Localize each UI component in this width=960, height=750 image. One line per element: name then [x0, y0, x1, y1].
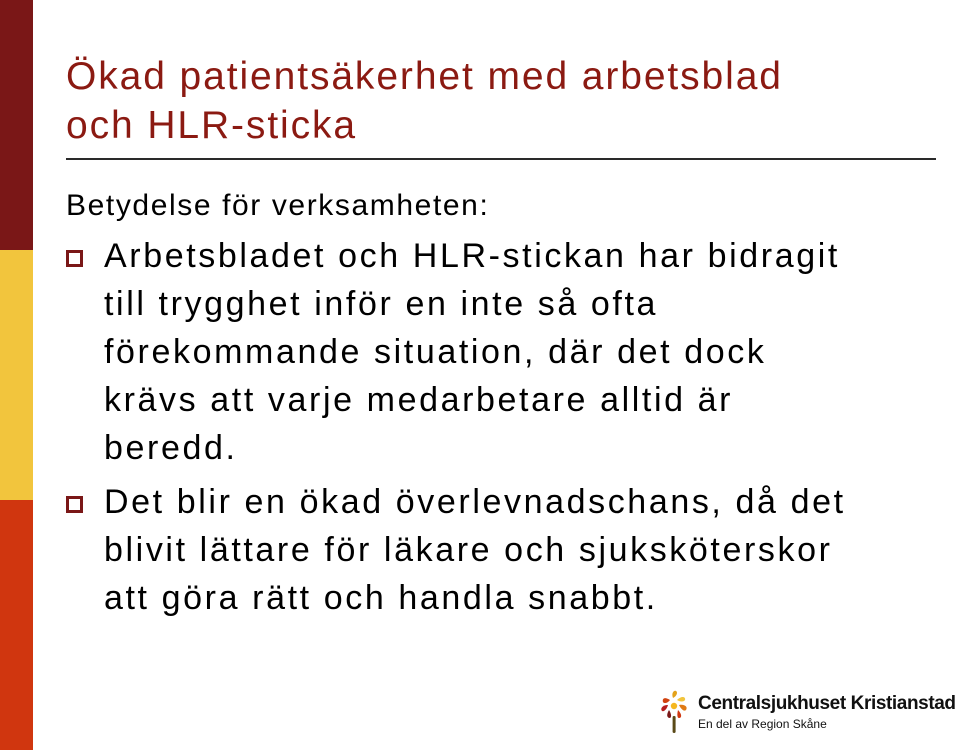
title-divider — [66, 158, 936, 160]
sidebar-stripe-top — [0, 0, 33, 250]
hollow-square-bullet-icon — [66, 250, 83, 267]
bullet-line: blivit lättare för läkare och sjuksköterskor — [104, 531, 833, 569]
slide-title-line-1: Ökad patientsäkerhet med arbetsblad — [66, 55, 783, 98]
sidebar-stripe-middle — [0, 250, 33, 500]
logo-name: Centralsjukhuset Kristianstad — [698, 693, 956, 714]
sidebar-stripe — [0, 0, 33, 750]
slide-title-line-2: och HLR-sticka — [66, 104, 358, 147]
bullet-line: krävs att varje medarbetare alltid är — [104, 381, 734, 419]
hospital-logo — [658, 690, 958, 738]
bullet-line: beredd. — [104, 429, 238, 467]
bullet-line: att göra rätt och handla snabbt. — [104, 579, 658, 617]
bullet-line: Arbetsbladet och HLR-stickan har bidragit — [104, 237, 840, 275]
sidebar-stripe-bottom — [0, 500, 33, 750]
bullet-line: Det blir en ökad överlevnadschans, då det — [104, 483, 846, 521]
region-skane-logo-icon — [658, 690, 692, 734]
hollow-square-bullet-icon — [66, 496, 83, 513]
lead-text: Betydelse för verksamheten: — [66, 189, 490, 222]
bullet-line: förekommande situation, där det dock — [104, 333, 767, 371]
slide-title — [66, 52, 946, 150]
bullet-list — [66, 232, 946, 622]
logo-subtitle: En del av Region Skåne — [698, 717, 827, 731]
bullet-line: till trygghet inför en inte så ofta — [104, 285, 659, 323]
bullet-item — [66, 232, 946, 472]
bullet-item — [66, 478, 946, 622]
slide-body — [66, 186, 946, 628]
